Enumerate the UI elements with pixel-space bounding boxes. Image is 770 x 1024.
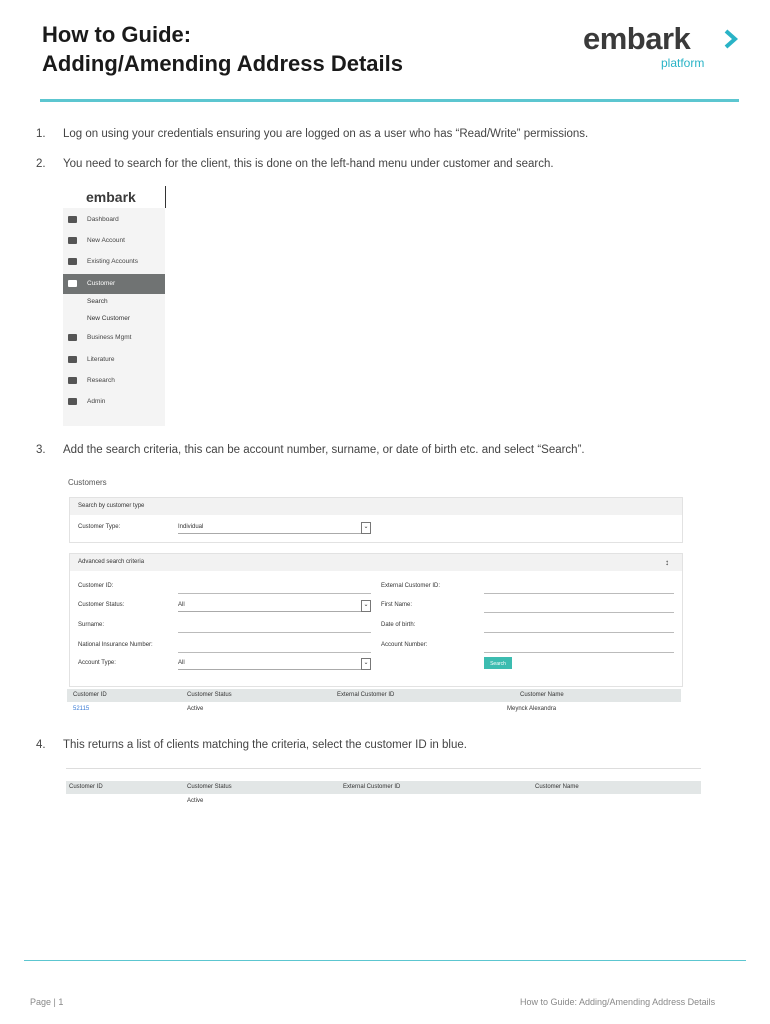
surname-label: Surname:	[78, 622, 105, 628]
sidebar-item-existing-accounts[interactable]: Existing Accounts	[63, 255, 165, 269]
dob-label: Date of birth:	[381, 622, 416, 628]
users-icon	[68, 258, 77, 265]
table-row: Active	[187, 798, 204, 804]
sidebar-subitem-new-customer[interactable]: New Customer	[87, 315, 130, 322]
customer-id-link[interactable]: 52115	[73, 706, 90, 712]
table-row: 52115 Active Meynck Alexandra	[67, 702, 681, 716]
sidebar-item-literature[interactable]: Literature	[63, 353, 165, 367]
surname-input[interactable]	[178, 632, 371, 633]
building-icon	[68, 334, 77, 341]
sidebar-menu	[63, 186, 165, 426]
logo-word: embark	[583, 21, 691, 56]
customer-status-select[interactable]: All ⌄	[178, 599, 371, 612]
sidebar-item-admin[interactable]: Admin	[63, 395, 165, 409]
status-label: Customer Status:	[78, 602, 125, 608]
account-type-select[interactable]: All ⌄	[178, 657, 371, 670]
sidebar-item-business-mgmt[interactable]: Business Mgmt	[63, 331, 165, 345]
customer-id-input[interactable]	[178, 593, 371, 594]
sidebar-item-new-account[interactable]: New Account	[63, 234, 165, 248]
customer-id-label: Customer ID:	[78, 583, 114, 589]
account-type-label: Account Type:	[78, 660, 116, 666]
title-line-1: How to Guide:	[42, 22, 192, 47]
sidebar-item-research[interactable]: Research	[63, 374, 165, 388]
ni-input[interactable]	[178, 652, 371, 653]
advanced-search-title: Advanced search criteria	[70, 554, 682, 571]
first-name-label: First Name:	[381, 602, 413, 608]
dob-input[interactable]	[484, 632, 674, 633]
customers-title: Customers	[68, 478, 107, 487]
chevron-down-icon: ⌄	[361, 600, 371, 612]
page-title	[42, 20, 403, 78]
add-user-icon	[68, 237, 77, 244]
embark-logo	[583, 22, 743, 72]
chevron-logo-icon	[723, 28, 739, 50]
key-icon	[68, 398, 77, 405]
menu-brand: embark	[86, 189, 136, 205]
step-3: 3. Add the search criteria, this can be account number, surname, or date of birth etc. and select “Search”.	[36, 444, 585, 456]
first-name-input[interactable]	[484, 612, 674, 613]
advanced-search-panel	[69, 553, 683, 687]
logo-sub: platform	[661, 56, 705, 70]
step-2: 2. You need to search for the client, this is done on the left-hand menu under customer and search.	[36, 158, 554, 170]
header-divider	[40, 99, 739, 102]
external-id-input[interactable]	[484, 593, 674, 594]
sidebar-item-dashboard[interactable]: Dashboard	[63, 213, 165, 227]
search-button[interactable]: Search	[484, 657, 512, 669]
graduation-cap-icon	[68, 377, 77, 384]
step-1: 1. Log on using your credentials ensuring you are logged on as a user who has “Read/Write” permissions.	[36, 128, 589, 140]
customer-type-panel-title: Search by customer type	[70, 498, 682, 515]
table-header: Customer ID Customer Status External Customer ID Customer Name	[66, 781, 701, 794]
account-number-input[interactable]	[484, 652, 674, 653]
customer-icon	[68, 280, 77, 287]
customer-type-panel	[69, 497, 683, 543]
step-4: 4. This returns a list of clients matching the criteria, select the customer ID in blue.	[36, 739, 467, 751]
customer-type-select[interactable]: Individual ⌄	[178, 521, 371, 534]
customer-type-label: Customer Type:	[78, 524, 121, 530]
dashboard-icon	[68, 216, 77, 223]
ni-label: National Insurance Number:	[78, 642, 153, 648]
table-header: Customer ID Customer Status External Customer ID Customer Name	[67, 689, 681, 702]
sidebar-item-customer[interactable]: Customer	[63, 274, 165, 294]
footer-title: How to Guide: Adding/Amending Address Details	[520, 997, 716, 1007]
footer-divider	[24, 960, 746, 961]
title-line-2: Adding/Amending Address Details	[42, 51, 404, 76]
external-id-label: External Customer ID:	[381, 583, 441, 589]
chevron-down-icon: ⌄	[361, 658, 371, 670]
sidebar-subitem-search[interactable]: Search	[87, 298, 108, 305]
chevron-down-icon: ⌄	[361, 522, 371, 534]
page-number: Page | 1	[30, 997, 64, 1007]
book-icon	[68, 356, 77, 363]
results-table-2	[66, 768, 701, 808]
account-number-label: Account Number:	[381, 642, 428, 648]
collapse-icon[interactable]: ↕	[665, 558, 669, 567]
results-table	[67, 689, 681, 716]
